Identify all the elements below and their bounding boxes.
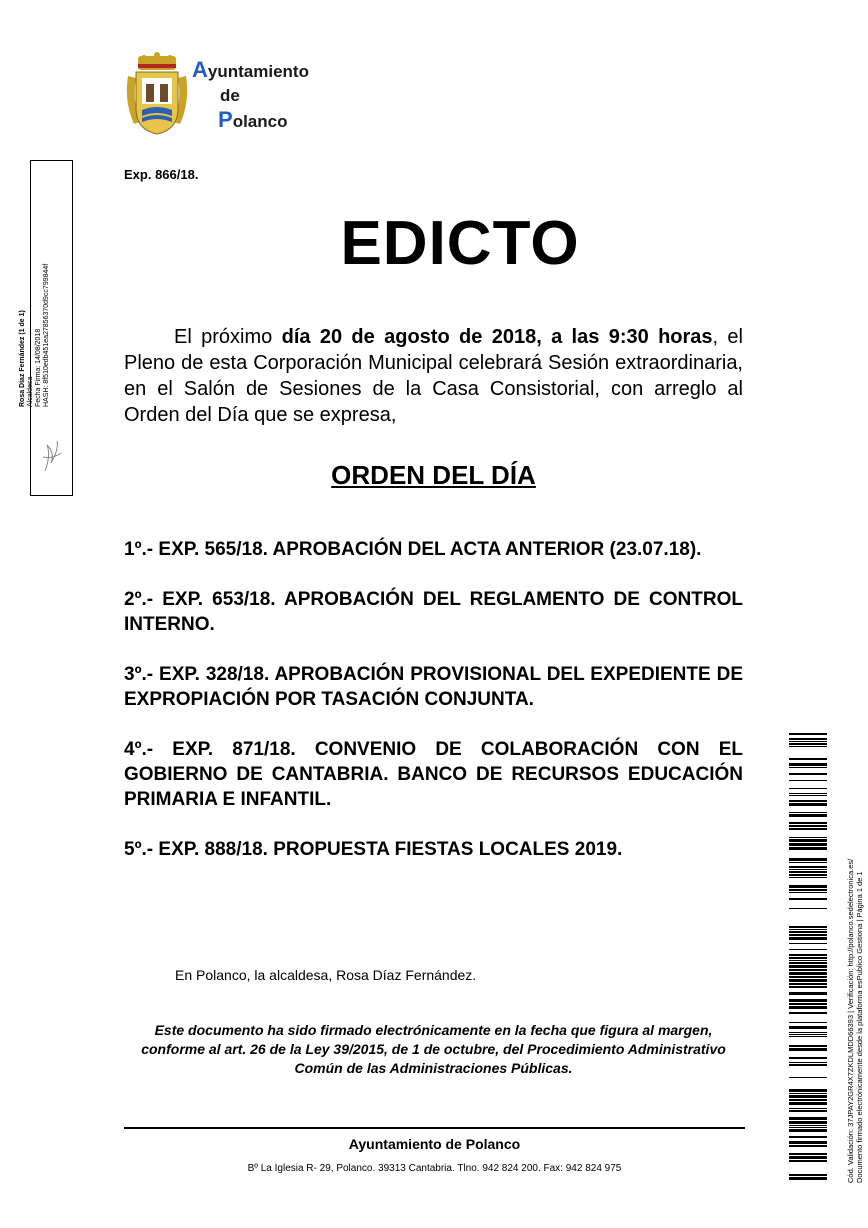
title-text: EDICTO: [340, 209, 580, 278]
agenda-item: 3º.- EXP. 328/18. APROBACIÓN PROVISIONAL DEL EXPEDIENTE DE EXPROPIACIÓN POR TASACIÓN CONJUNTA.: [124, 664, 743, 710]
barcode-icon: [789, 733, 827, 1183]
signature-date: Fecha Firma: 14/08/2018: [35, 328, 42, 407]
handwritten-signature-icon: [37, 435, 67, 475]
agenda-item: 2º.- EXP. 653/18. APROBACIÓN DEL REGLAMENTO DE CONTROL INTERNO.: [124, 589, 743, 635]
agenda-item: 4º.- EXP. 871/18. CONVENIO DE COLABORACIÓN CON EL GOBIERNO DE CANTABRIA. BANCO DE RECURSOS EDUCACIÓN PRIMARIA E INFANTIL.: [124, 739, 743, 810]
verification-text: [846, 859, 864, 1183]
agenda-list: [124, 537, 743, 887]
legal-note: Este documento ha sido firmado electrónicamente en la fecha que figura al margen, conforme al art. 26 de la Ley 39/2015, de 1 de octubre, del Procedimiento Administrativo Común de las Administraciones Públicas.: [141, 1022, 726, 1076]
logo-title-word2: de: [220, 86, 240, 105]
agenda-item: 5º.- EXP. 888/18. PROPUESTA FIESTAS LOCALES 2019.: [124, 839, 623, 860]
signer-role: Alcaldesa: [27, 376, 34, 407]
expedient-number: Exp. 866/18.: [124, 167, 199, 182]
signature-details: [19, 264, 51, 407]
intro-pre: El próximo: [174, 326, 282, 348]
intro-date: día 20 de agosto de 2018, a las 9:30 horas: [281, 326, 713, 348]
municipal-logo: Ayuntamiento de Polanco: [124, 52, 324, 136]
closing-signature-line: En Polanco, la alcaldesa, Rosa Díaz Fernández.: [175, 967, 477, 983]
signer-name: Rosa Díaz Fernández (1 de 1): [19, 310, 26, 407]
agenda-item: 1º.- EXP. 565/18. APROBACIÓN DEL ACTA ANTERIOR (23.07.18).: [124, 539, 702, 560]
coat-of-arms-icon: [124, 52, 190, 136]
footer-address: Bº La Iglesia R- 29, Polanco. 39313 Cantabria. Tlno. 942 824 200. Fax: 942 824 975: [247, 1163, 622, 1174]
intro-post: , el Pleno de esta Corporación Municipal celebrará Sesión extraordinaria, en el Salón de Sesiones de la Casa Consistorial, con arreglo al Orden del Día que se expresa,: [124, 326, 743, 426]
verification-line1: Cód. Validación: 37JPAY2GR4X7ZKDLMDD66393 | Verificación: http://polanco.sedelectronica.es/: [846, 858, 855, 1183]
footer-organization: Ayuntamiento de Polanco: [348, 1136, 521, 1152]
document-title: [0, 208, 868, 279]
orden-heading: ORDEN DEL DÍA: [331, 460, 536, 490]
verification-line2: Documento firmado electrónicamente desde la plataforma esPublico Gestiona | Página 1 de 1: [855, 871, 864, 1183]
footer-divider: [124, 1127, 745, 1129]
signature-hash: HASH: 8f510edb451ea27856370d9cc799844f: [43, 263, 50, 407]
intro-paragraph: [124, 324, 743, 428]
